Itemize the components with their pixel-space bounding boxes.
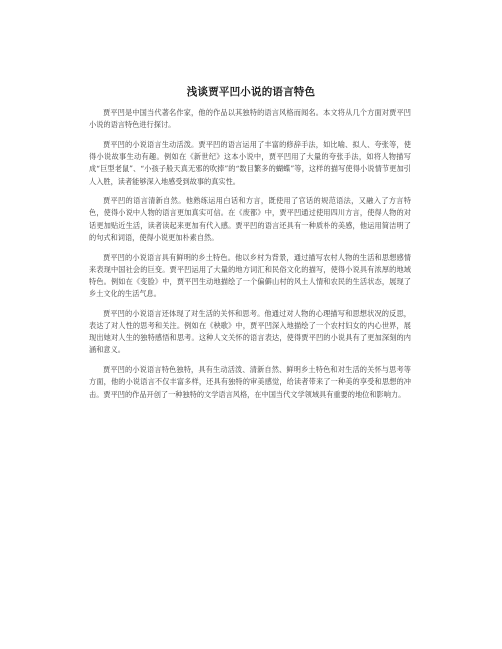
- paragraph-vivid-language: 贾平凹的小说语言生动活泼。贾平凹的语言运用了丰富的修辞手法，如比喻、拟人、夸张等，使得小说故事生动有趣。例如在《新世纪》这本小说中，贾平凹用了大量的夸张手法，如将人物描写成“巨型老鼠”、“小孩子般天真无邪的吹捧”的“数目繁多的蝴蝶”等，这样的描写使得小说情节更加引人入胜，读者能够深入地感受到故事的真实性。: [89, 139, 411, 186]
- paragraph-intro: 贾平凹是中国当代著名作家，他的作品以其独特的语言风格而闻名。本文将从几个方面对贾平凹小说的语言特色进行探讨。: [89, 108, 411, 130]
- document-body: [89, 107, 411, 408]
- paragraph-life-reflection: 贾平凹的小说语言还体现了对生活的关怀和思考。他通过对人物的心理描写和思想状况的反思，表达了对人性的思考和关注。例如在《秧歌》中，贾平凹深入地描绘了一个农村妇女的内心世界，展现出她对人生的独特感悟和思考。这种人文关怀的语言表达，使得贾平凹的小说具有了更加深刻的内涵和意义。: [89, 308, 411, 355]
- document-title: 浅谈贾平凹小说的语言特色: [186, 86, 316, 98]
- paragraph-natural-language: 贾平凹的语言清新自然。他熟练运用白话和方言，既使用了官话的规范语法，又融入了方言特色，使得小说中人物的语言更加真实可信。在《废都》中，贾平凹通过使用四川方言，使得人物的对话更加贴近生活，读者读起来更加有代入感。贾平凹的语言还具有一种质朴的美感，他运用简洁明了的句式和词语，使得小说更加朴素自然。: [89, 196, 411, 242]
- paragraph-local-color: 贾平凹的小说语言具有鲜明的乡土特色。他以乡村为背景，通过描写农村人物的生活和思想感情来表现中国社会的巨变。贾平凹运用了大量的地方词汇和民俗文化的描写，使得小说具有浓厚的地域特色。例如在《变脸》中，贾平凹生动地描绘了一个偏僻山村的风土人情和农民的生活状态，展现了乡土文化的生活气息。: [89, 252, 411, 299]
- paragraph-conclusion: 贾平凹的小说语言特色独特，具有生动活泼、清新自然、鲜明乡土特色和对生活的关怀与思考等方面，他的小说语言不仅丰富多样，还具有独特的审美感觉，给读者带来了一种美的享受和思想的冲击。贾平凹的作品开创了一种独特的文学语言风格，在中国当代文学领域具有重要的地位和影响力。: [89, 365, 411, 399]
